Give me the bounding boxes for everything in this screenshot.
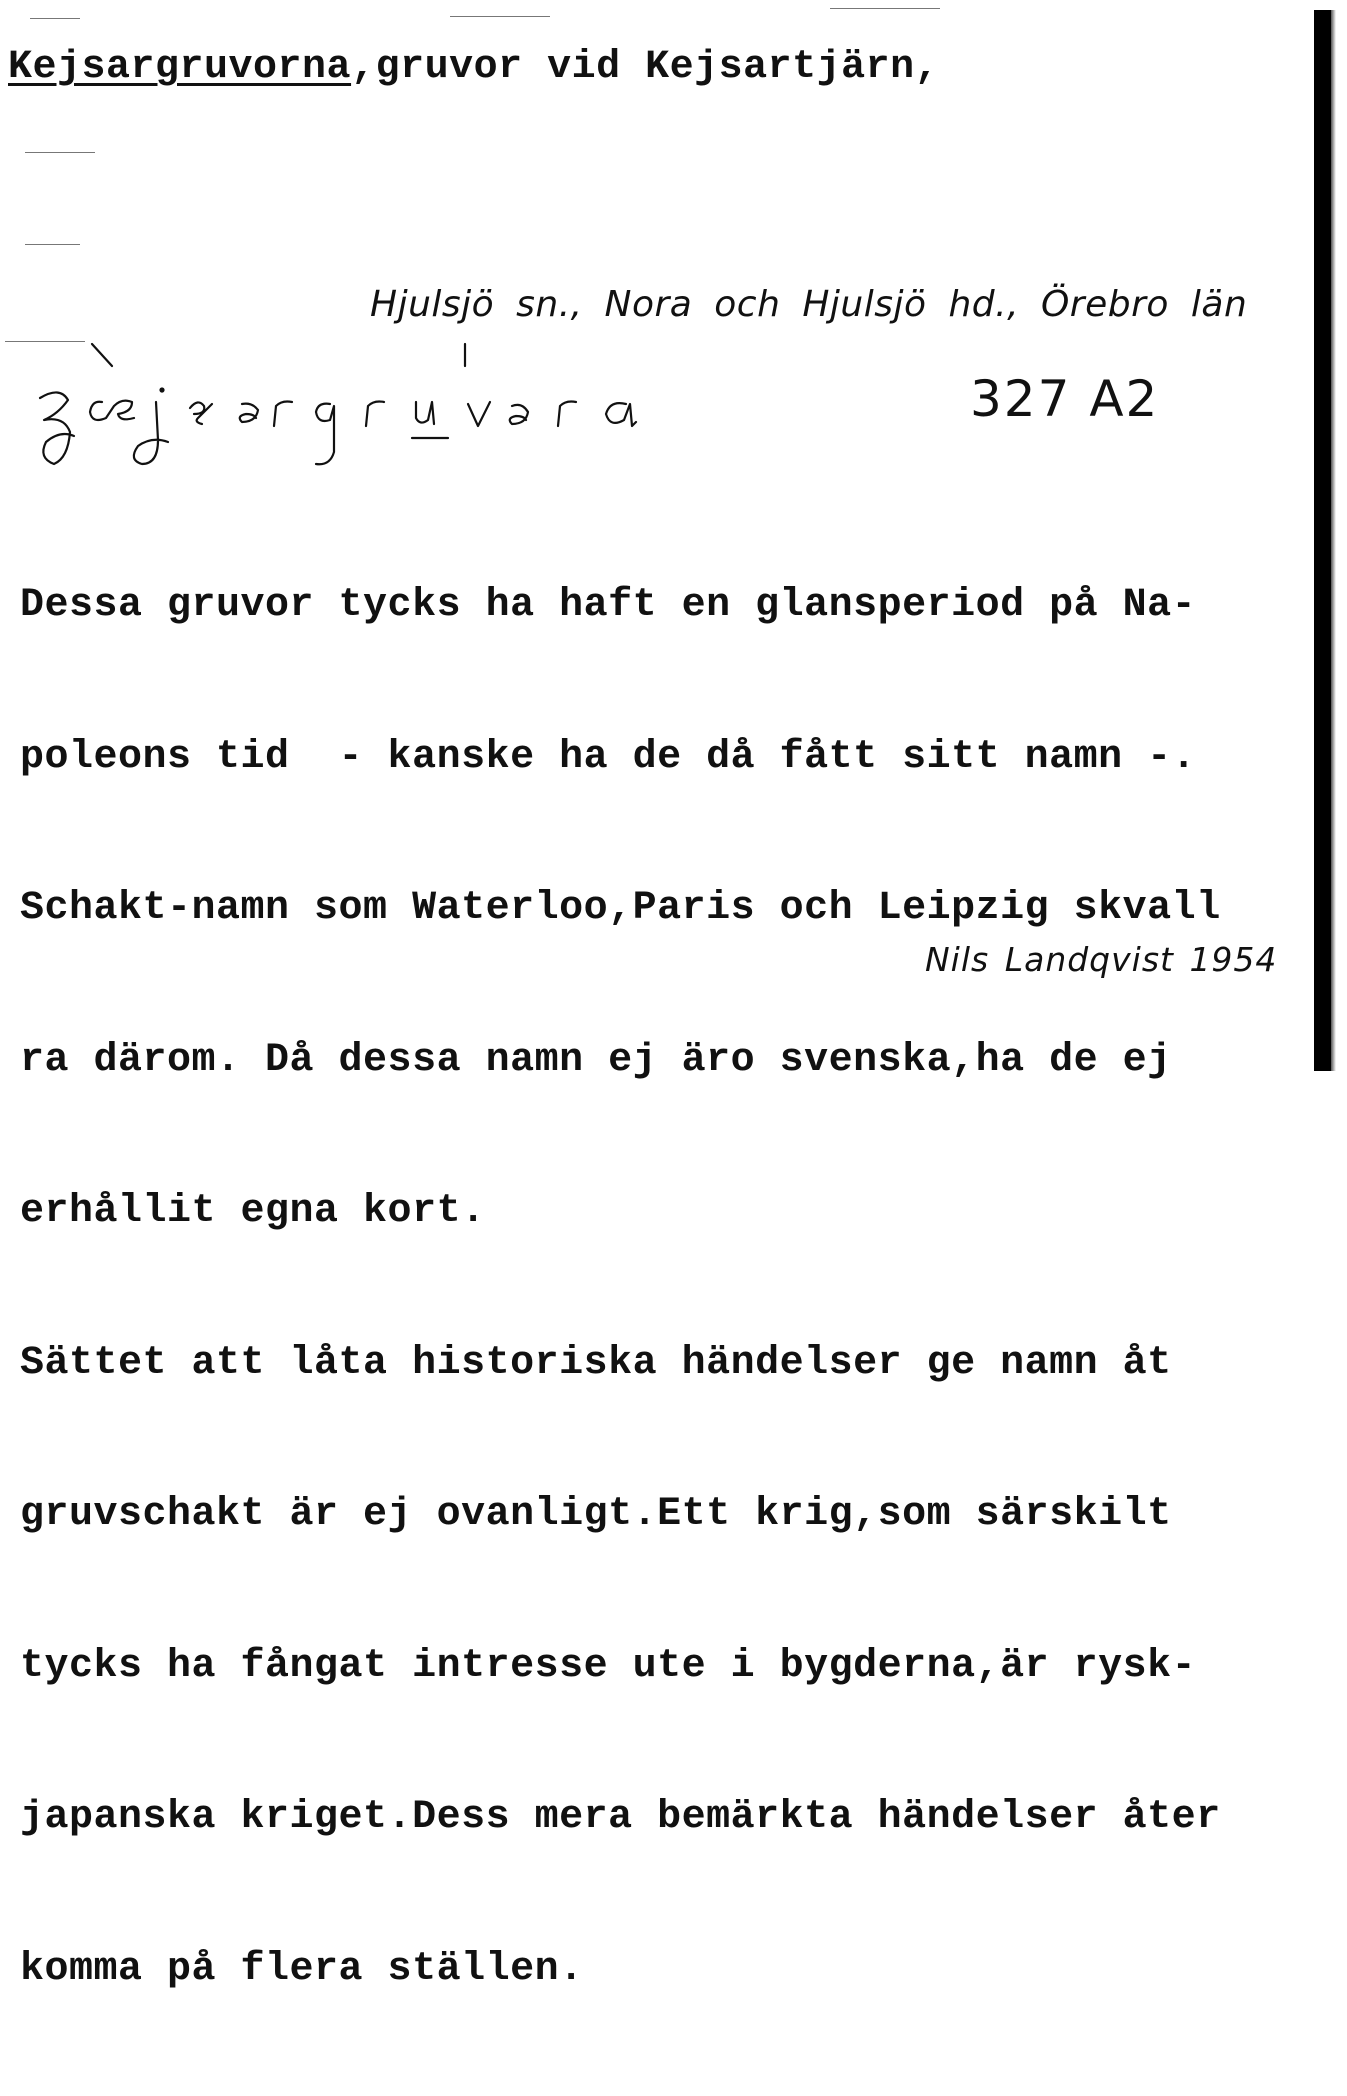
body-line: tycks ha fångat intresse ute i bygderna,är rysk- bbox=[20, 1643, 1197, 1689]
scan-speck bbox=[30, 18, 80, 19]
scan-speck bbox=[450, 16, 550, 17]
body-line: japanska kriget.Dess mera bemärkta händelser åter bbox=[20, 1795, 1221, 1840]
map-reference bbox=[970, 360, 1170, 430]
body-line: poleons tid - kanske ha de då fått sitt namn -. bbox=[20, 734, 1197, 780]
map-reference-text: 327 A2 bbox=[970, 370, 1160, 428]
card-edge-shadow bbox=[1314, 10, 1331, 1071]
scan-speck bbox=[25, 244, 80, 245]
body-line: komma på flera ställen. bbox=[20, 1946, 584, 1992]
location-line: Hjulsjö sn., Nora och Hjulsjö hd., Örebro län bbox=[370, 284, 1248, 325]
body-line: ra därom. Då dessa namn ej äro svenska,ha de ej bbox=[20, 1037, 1172, 1083]
body-line: gruvschakt är ej ovanligt.Ett krig,som särskilt bbox=[20, 1492, 1172, 1537]
scan-speck bbox=[25, 152, 95, 153]
signature: Nils Landqvist 1954 bbox=[925, 940, 1278, 979]
card-body bbox=[20, 480, 1221, 2096]
headword: Kejsargruvorna bbox=[8, 45, 352, 90]
body-line: Schakt-namn som Waterloo,Paris och Leipzig skvall bbox=[20, 886, 1221, 931]
body-line: erhållit egna kort. bbox=[20, 1189, 486, 1234]
scan-speck bbox=[830, 8, 940, 9]
headword-line bbox=[8, 40, 939, 96]
body-line: Sättet att låta historiska händelser ge namn åt bbox=[20, 1340, 1172, 1386]
body-line: Dessa gruvor tycks ha haft en glansperiod på Na- bbox=[20, 583, 1197, 628]
headword-description: ,gruvor vid Kejsartjärn, bbox=[351, 45, 940, 90]
phonetic-transcription bbox=[30, 340, 730, 480]
